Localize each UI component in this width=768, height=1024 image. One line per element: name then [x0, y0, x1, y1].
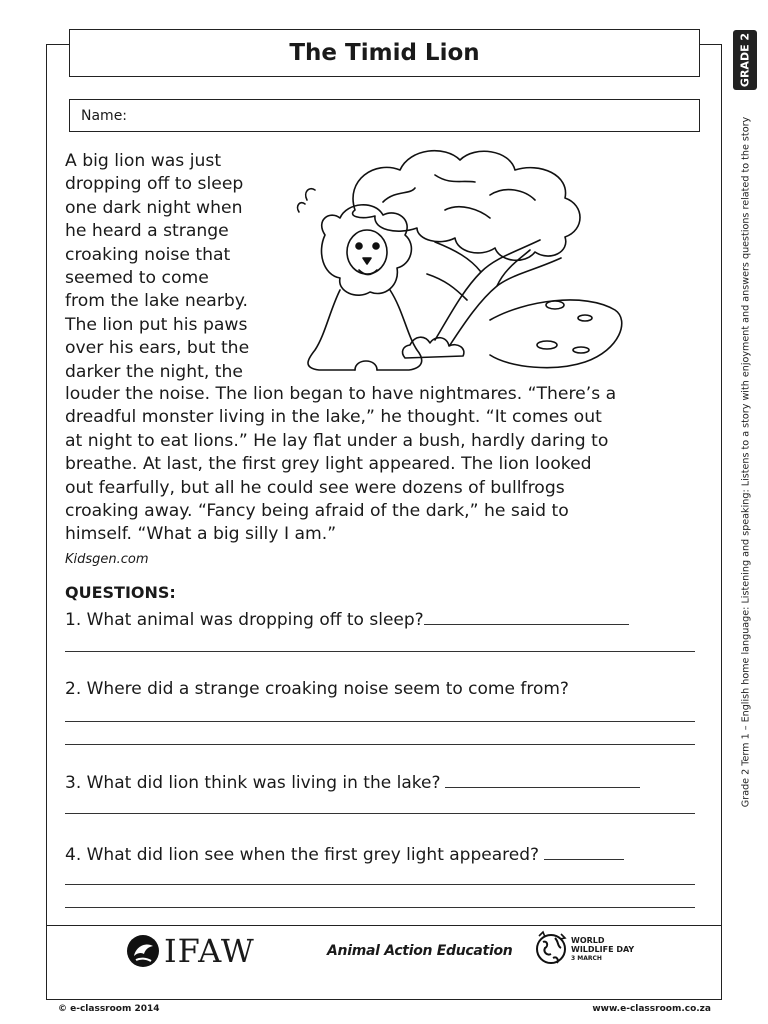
answer-blank[interactable]: [544, 843, 624, 860]
question-2: [65, 679, 569, 699]
question-text: 3. What did lion think was living in the lake?: [65, 773, 441, 793]
page-title: The Timid Lion: [289, 40, 480, 66]
footer-divider: [46, 925, 722, 926]
wildlife-day-date: 3 MARCH: [571, 954, 602, 962]
story-line: from the lake nearby.: [65, 291, 248, 312]
answer-line[interactable]: [65, 744, 695, 745]
story-line: croaking noise that: [65, 244, 231, 265]
story-line: dreadful monster living in the lake,” he thought. “It comes out: [65, 407, 602, 428]
grade-tab-label: GRADE 2: [738, 32, 752, 88]
story-line: at night to eat lions.” He lay flat under a bush, hardly daring to: [65, 430, 609, 451]
ifaw-emblem-icon: [126, 934, 160, 968]
name-label: Name:: [81, 107, 128, 124]
story-continuation: [65, 383, 705, 547]
name-field[interactable]: [69, 99, 700, 132]
globe-animals-icon: [535, 930, 567, 968]
answer-line[interactable]: [65, 721, 695, 722]
animal-action-education: Animal Action Education: [327, 943, 513, 959]
story-intro: [65, 150, 285, 384]
question-text: 2. Where did a strange croaking noise seem to come from?: [65, 679, 569, 699]
copyright: © e-classroom 2014: [58, 1004, 160, 1014]
story-line: himself. “What a big silly I am.”: [65, 524, 337, 545]
questions-heading: QUESTIONS:: [65, 583, 176, 602]
world-wildlife-day-logo: [535, 930, 634, 968]
story-line: dropping off to sleep: [65, 174, 244, 195]
answer-blank[interactable]: [445, 771, 640, 788]
curriculum-caption: Grade 2 Term 1 – English home language: Listening and speaking: Listens to a story with enjoyment and answers questions related to the story: [740, 116, 752, 808]
story-line: out fearfully, but all he could see were dozens of bullfrogs: [65, 477, 565, 498]
story-line: darker the night, the: [65, 361, 243, 382]
question-4: [65, 843, 624, 865]
story-line: he heard a strange: [65, 221, 229, 242]
question-1: [65, 608, 629, 630]
ifaw-wordmark: IFAW: [164, 932, 255, 970]
story-line: seemed to come: [65, 268, 209, 289]
answer-line[interactable]: [65, 651, 695, 652]
answer-blank[interactable]: [424, 608, 629, 625]
question-text: 1. What animal was dropping off to sleep?: [65, 610, 424, 630]
story-line: The lion put his paws: [65, 314, 248, 335]
story-line: breathe. At last, the first grey light appeared. The lion looked: [65, 454, 592, 475]
answer-line[interactable]: [65, 884, 695, 885]
answer-line[interactable]: [65, 813, 695, 814]
story-line: louder the noise. The lion began to have nightmares. “There’s a: [65, 384, 617, 404]
story-line: croaking away. “Fancy being afraid of the dark,” he said to: [65, 501, 569, 522]
wildlife-day-line: WORLD: [571, 935, 605, 945]
lion-under-tree-illustration: [285, 140, 625, 376]
story-line: over his ears, but the: [65, 338, 250, 359]
ifaw-logo: [126, 933, 255, 969]
question-3: [65, 771, 640, 793]
story-source: Kidsgen.com: [65, 552, 149, 567]
wildlife-day-line: WILDLIFE DAY: [571, 944, 635, 954]
answer-line[interactable]: [65, 907, 695, 908]
website-link[interactable]: www.e-classroom.co.za: [592, 1004, 711, 1014]
title-box: [69, 29, 700, 77]
story-line: one dark night when: [65, 197, 243, 218]
question-text: 4. What did lion see when the first grey light appeared?: [65, 845, 540, 865]
story-line: A big lion was just: [65, 151, 222, 171]
